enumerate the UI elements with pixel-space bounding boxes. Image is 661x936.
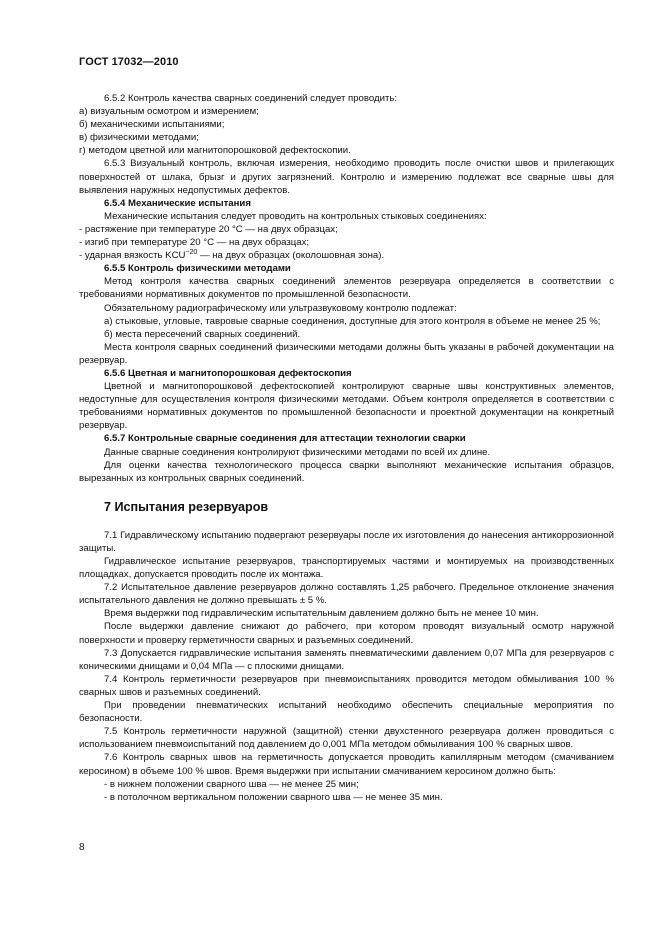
paragraph: Механические испытания следует проводить на контрольных стыковых соединениях:	[104, 210, 487, 222]
paragraph-6-5-3: 6.5.3 Визуальный контроль, включая измерения, необходимо проводить после очистки швов и прилегающих поверхностей от шлака, брызг и других загрязнений. Контролю и измерению подлежат все сварные швы для выявления наружных недопустимых дефектов.	[79, 158, 614, 196]
heading-6-5-6: 6.5.6 Цветная и магнитопорошковая дефектоскопия	[104, 367, 352, 379]
paragraph: Время выдержки под гидравлическим испытательным давлением должно быть не менее 10 мин.	[104, 608, 539, 620]
paragraph: Метод контроля качества сварных соединений элементов резервуара определяется в соответствии с требованиями нормативных документов по промышленной безопасности.	[79, 276, 614, 301]
list-item: - изгиб при температуре 20 °С — на двух образцах;	[79, 237, 310, 249]
paragraph: а) стыковые, угловые, тавровые сварные соединения, доступные для этого контроля в объеме не менее 25 %;	[104, 315, 601, 327]
paragraph: Данные сварные соединения контролируют физическими методами по всей их длине.	[104, 446, 491, 458]
paragraph-7-5: 7.5 Контроль герметичности наружной (защитной) стенки двухстенного резервуара должен проводиться с использованием пневмоиспытаний под давлением до 0,001 МПа методом обмыливания 100 % сварных швов.	[79, 726, 614, 751]
heading-6-5-7: 6.5.7 Контрольные сварные соединения для аттестации технологии сварки	[104, 433, 466, 445]
paragraph-7-6: 7.6 Контроль сварных швов на герметичность допускается проводить капиллярным методом (смачиванием керосином) в объеме 100 % швов. Время выдержки при испытании смачиванием керосином должно быть:	[79, 752, 614, 777]
list-item: в) физическими методами;	[79, 132, 199, 144]
paragraph: Обязательному радиографическому или ультразвуковому контролю подлежат:	[104, 302, 457, 314]
section-7-heading: 7 Испытания резервуаров	[104, 499, 269, 514]
list-item: - в нижнем положении сварного шва — не менее 25 мин;	[104, 778, 359, 790]
list-item	[79, 249, 614, 262]
list-item: - в потолочном вертикальном положении сварного шва — не менее 35 мин.	[104, 791, 443, 803]
paragraph-7-2: 7.2 Испытательное давление резервуаров должно составлять 1,25 рабочего. Предельное отклонение значения испытательного давления не должно превышать ± 5 %.	[79, 582, 614, 607]
document-header: ГОСТ 17032—2010	[79, 56, 179, 68]
heading-6-5-5: 6.5.5 Контроль физическими методами	[104, 263, 291, 275]
list-item: б) механическими испытаниями;	[79, 119, 225, 131]
paragraph: Гидравлическое испытание резервуаров, транспортируемых частями и монтируемых на производственных площадках, допускается проводить после их монтажа.	[79, 556, 614, 581]
paragraph: Места контроля сварных соединений физическими методами должны быть указаны в рабочей документации на резервуар.	[79, 341, 614, 366]
paragraph: После выдержки давление снижают до рабочего, при котором проводят визуальный осмотр наружной поверхности и проверку герметичности сварных и разъемных соединений.	[79, 621, 614, 646]
list-item: г) методом цветной или магнитопорошковой дефектоскопии.	[79, 145, 351, 157]
paragraph: Цветной и магнитопорошковой дефектоскопией контролируют сварные швы конструктивных элементов, недоступные для осуществления контроля физическими методами. Объем контроля определяется в соответствии с требованиями нормативных документов по промышленной безопасности и проектной документации на конкретный резервуар.	[79, 381, 614, 432]
kcu-superscript: −20	[185, 249, 198, 257]
list-item: а) визуальным осмотром и измерением;	[79, 106, 259, 118]
paragraph-7-1: 7.1 Гидравлическому испытанию подвергают резервуары после их изготовления до нанесения антикоррозионной защиты.	[79, 529, 614, 554]
paragraph: Для оценки качества технологического процесса сварки выполняют механические испытания образцов, вырезанных из контрольных сварных соединений.	[79, 459, 614, 484]
paragraph: При проведении пневматических испытаний необходимо обеспечить специальные мероприятия по безопасности.	[79, 700, 614, 725]
paragraph-7-4: 7.4 Контроль герметичности резервуаров при пневмоиспытаниях проводится методом обмыливания 100 % сварных швов и разъемных соединений.	[79, 673, 614, 698]
paragraph-7-3: 7.3 Допускается гидравлические испытания заменять пневматическими давлением 0,07 МПа для резервуаров с коническими днищами и 0,04 МПа — с плоскими днищами.	[79, 647, 614, 672]
list-item: - растяжение при температуре 20 °С — на двух образцах;	[79, 223, 338, 235]
paragraph: б) места пересечений сварных соединений.	[104, 328, 301, 340]
kcu-text-tail: — на двух образцах (околошовная зона).	[197, 250, 385, 262]
document-body	[79, 92, 614, 804]
heading-6-5-4: 6.5.4 Механические испытания	[104, 197, 251, 209]
page-number: 8	[79, 842, 85, 853]
kcu-text: - ударная вязкость KCU	[79, 250, 186, 262]
paragraph-6-5-2: 6.5.2 Контроль качества сварных соединений следует проводить:	[104, 93, 398, 104]
